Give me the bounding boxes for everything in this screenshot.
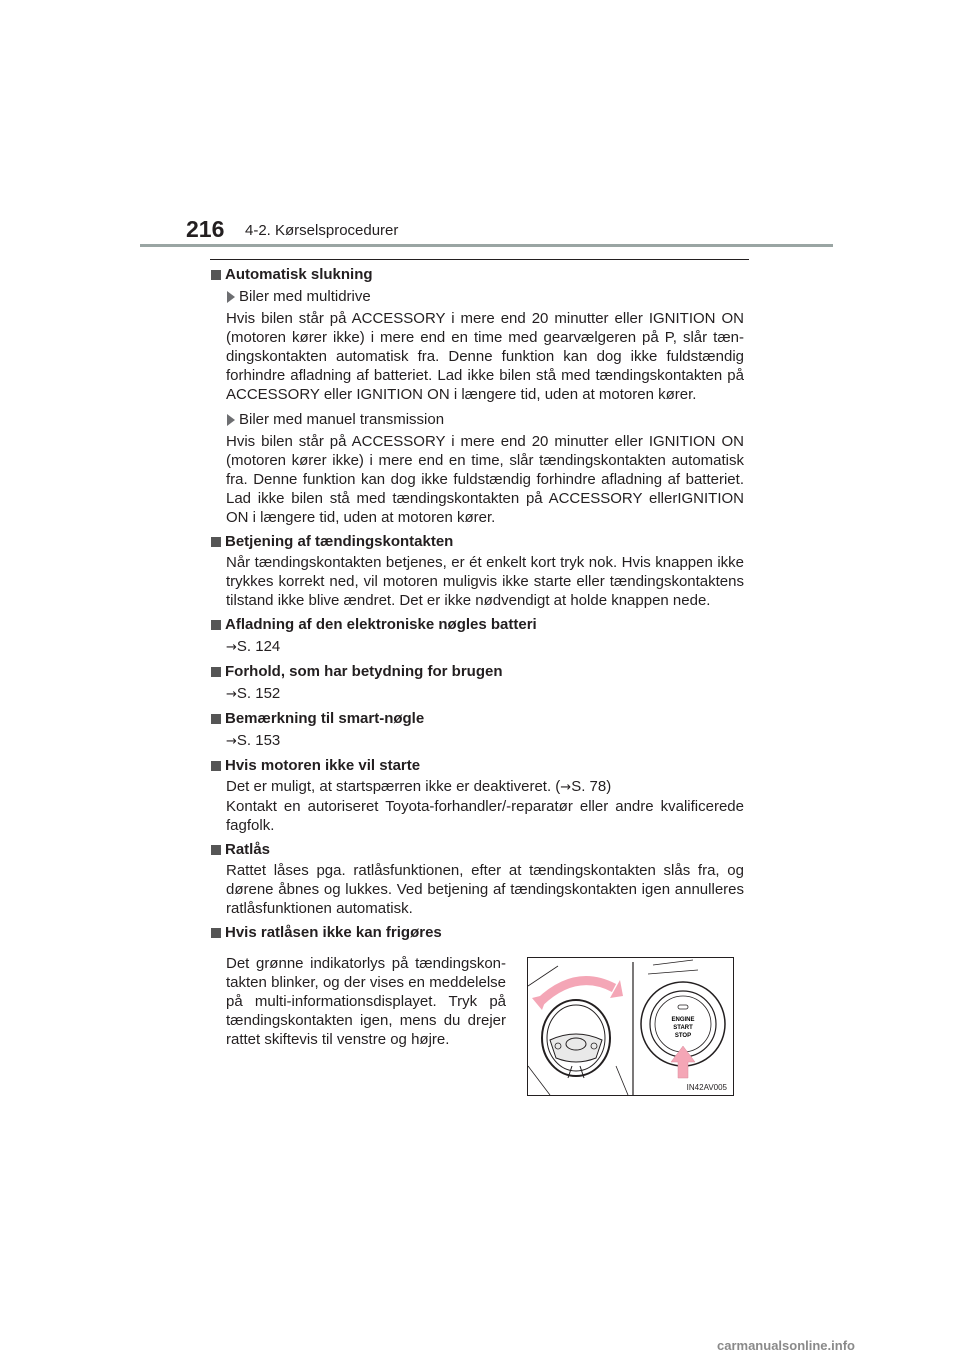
section-title: 4-2. Kørselsprocedurer [245, 222, 399, 239]
section-heading [211, 532, 744, 551]
square-bullet-icon [211, 270, 221, 280]
figure-code: IN42AV005 [686, 1083, 727, 1092]
section-heading [211, 709, 744, 728]
section-steering-lock [211, 840, 744, 918]
page-reference[interactable] [226, 637, 744, 657]
reference-text: S. 152 [236, 685, 281, 702]
square-bullet-icon [211, 667, 221, 677]
section-automatic-shutoff [211, 265, 744, 527]
figure-row [211, 948, 744, 1108]
section-usage-conditions [211, 662, 744, 704]
square-bullet-icon [211, 714, 221, 724]
arrow-right-icon: → [226, 640, 237, 655]
subsection-label-text: Biler med multidrive [239, 288, 371, 305]
page-number: 216 [186, 216, 225, 242]
stop-label: STOP [674, 1033, 692, 1039]
triangle-bullet-icon [227, 414, 235, 426]
start-label: START [673, 1025, 693, 1031]
section-heading [211, 840, 744, 859]
square-bullet-icon [211, 620, 221, 630]
paragraph: Hvis bilen står på ACCESSORY i mere end 20 minutter eller IGNITION ON (motoren kører ikke) i mere end en time, slår tændingskontakten automatisk fra. Denne funktion kan dog ikke fuldstændig forhindre afladning af batteriet. Lad ikke bilen stå med tændingskontakten på ACCESSORY ellerIGNITION ON i længere tid, uden at motoren kører. [226, 433, 744, 526]
arrow-right-icon: → [560, 780, 572, 795]
page-reference[interactable]: S. 78) [571, 778, 612, 795]
arrow-right-icon: → [226, 734, 237, 749]
engine-label: ENGINE [671, 1017, 695, 1023]
heading-text: Bemærkning til smart-nøgle [225, 710, 425, 727]
paragraph: Hvis bilen står på ACCESSORY i mere end 20 minutter eller IGNITION ON (motoren kører ikke) i mere end en time med gearvælgeren på P, slår tæn-dingskontakten automatisk fra. Denne funktion kan dog ikke fuldstændig forhindre afladning af batteriet. Lad ikke bilen stå med tændingskontakten på ACCESSORY eller IGNITION ON i længere tid, uden at motoren kører. [226, 310, 744, 403]
reference-text: S. 124 [236, 638, 281, 655]
heading-text: Betjening af tændingskontakten [225, 533, 454, 550]
section-key-battery [211, 615, 744, 657]
subsection-label [226, 410, 744, 429]
subsection-label-text: Biler med manuel transmission [239, 411, 445, 428]
section-heading [211, 615, 744, 634]
paragraph: Rattet låses pga. ratlåsfunktionen, efter at tændingskontakten slås fra, og dørene åbnes og lukkes. Ved betjening af tændingskontakten igen annulleres ratlåsfunktionen automatisk. [226, 862, 744, 917]
heading-text: Hvis motoren ikke vil starte [225, 757, 421, 774]
reference-text: S. 153 [236, 732, 281, 749]
text-span: Det er muligt, at startspærren ikke er deaktiveret. ( [226, 778, 561, 795]
section-steering-lock-release [211, 923, 744, 1108]
heading-text: Afladning af den elektroniske nøgles batteri [225, 616, 537, 633]
square-bullet-icon [211, 761, 221, 771]
heading-text: Hvis ratlåsen ikke kan frigøres [225, 924, 442, 941]
page-reference[interactable] [226, 731, 744, 751]
paragraph [226, 777, 744, 797]
arrow-right-icon: → [226, 687, 237, 702]
section-heading [211, 756, 744, 775]
square-bullet-icon [211, 928, 221, 938]
page-reference[interactable] [226, 684, 744, 704]
section-heading [211, 923, 744, 942]
steering-wheel-and-start-button-illustration [528, 958, 733, 1095]
header-rule [140, 244, 833, 247]
paragraph: Det grønne indikatorlys på tændingskon-takten blinker, og der vises en meddelelse på multi-informationsdisplayet. Tryk på tændingskontakten igen, mens du drejer rattet skiftevis til venstre og højre. [226, 955, 506, 1048]
heading-text: Forhold, som har betydning for brugen [225, 663, 503, 680]
heading-text: Automatisk slukning [225, 266, 373, 283]
heading-text: Ratlås [225, 841, 271, 858]
subsection-label [226, 287, 744, 306]
paragraph: Kontakt en autoriseret Toyota-forhandler/-reparatør eller andre kvalificerede fagfolk. [226, 798, 744, 834]
section-engine-wont-start [211, 756, 744, 835]
square-bullet-icon [211, 537, 221, 547]
content-top-rule [210, 259, 749, 260]
page-content [211, 265, 744, 1108]
watermark-logo: carmanualsonline.info [717, 1338, 855, 1353]
triangle-bullet-icon [227, 291, 235, 303]
paragraph: Når tændingskontakten betjenes, er ét enkelt kort tryk nok. Hvis knappen ikke trykkes korrekt ned, vil motoren muligvis ikke starte eller tændingskontaktens tilstand ikke blive ændret. Det er ikke nødvendigt at holde knappen nede. [226, 554, 744, 609]
steering-illustration [527, 957, 734, 1096]
section-heading [211, 662, 744, 681]
section-switch-operation [211, 532, 744, 610]
section-smart-key-note [211, 709, 744, 751]
section-heading [211, 265, 744, 284]
square-bullet-icon [211, 845, 221, 855]
